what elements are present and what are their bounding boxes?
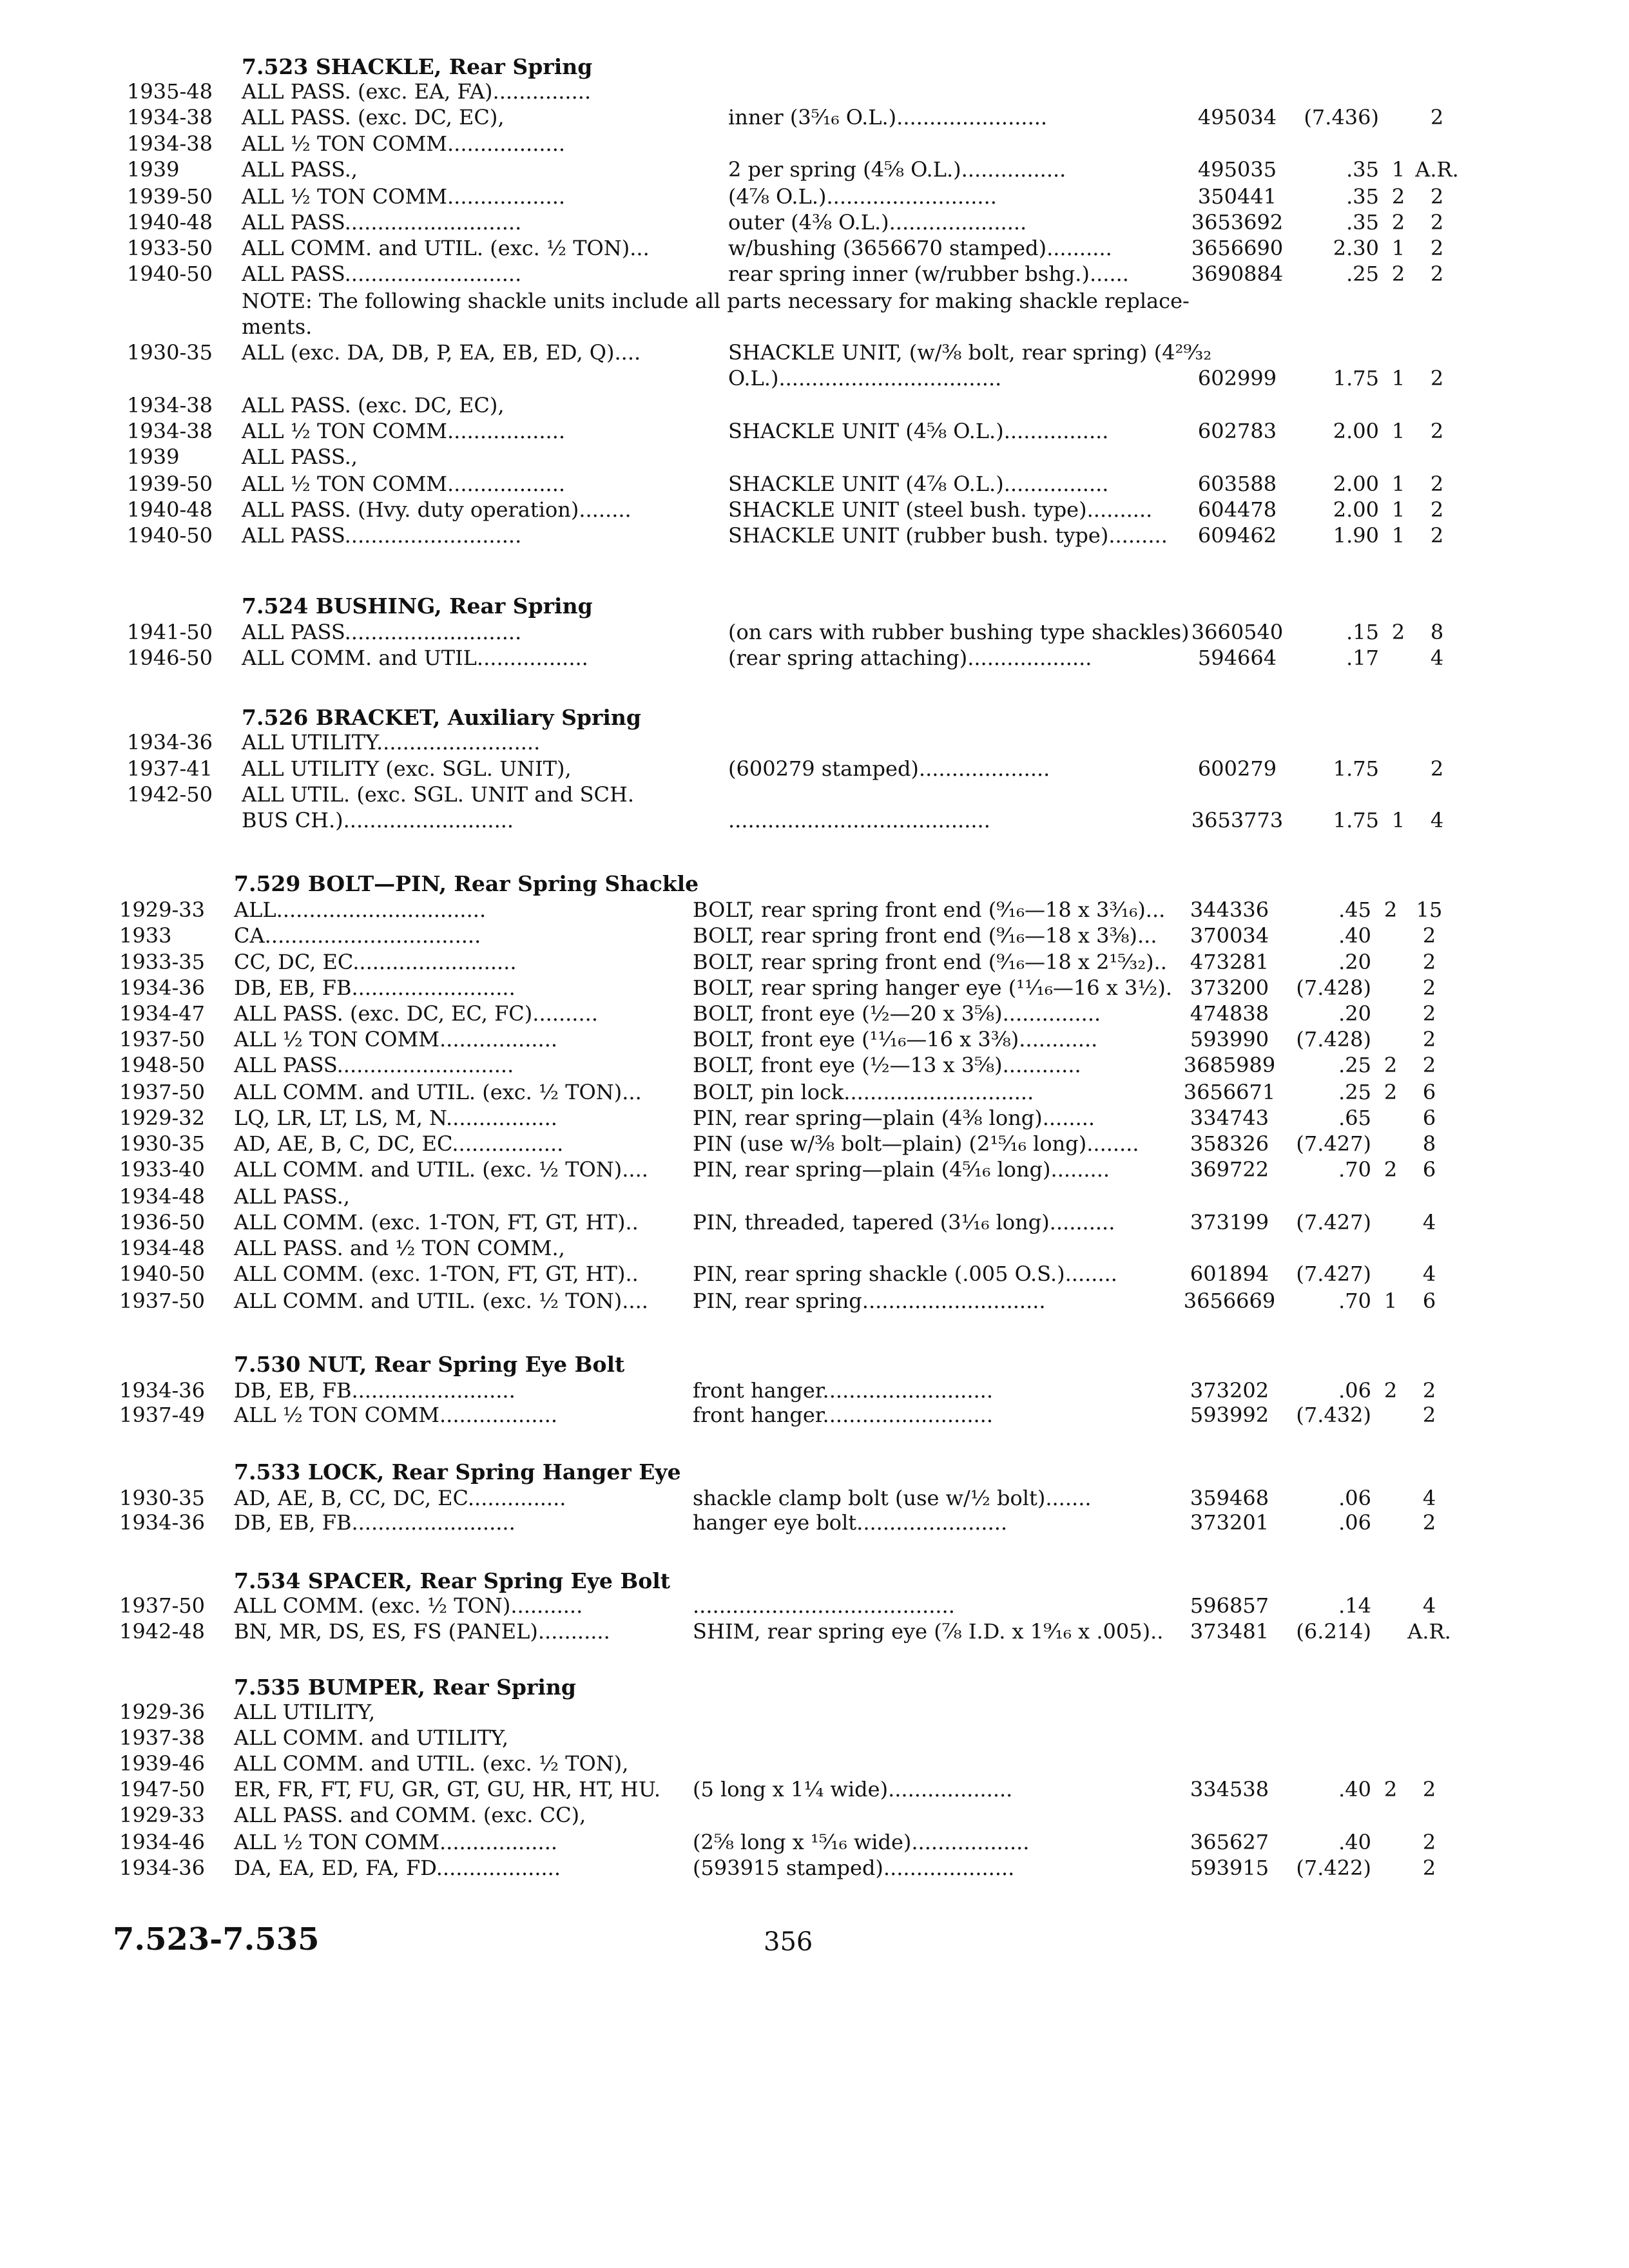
line-price: .25 xyxy=(1338,1080,1371,1104)
line-model: CC, DC, EC......................... xyxy=(234,950,517,974)
line-qty-2: 2 xyxy=(1422,950,1436,974)
line-qty-2: 6 xyxy=(1422,1157,1436,1182)
line-qty-1: 1 xyxy=(1391,236,1405,260)
line-description: front hanger.......................... xyxy=(693,1378,994,1403)
line-qty-1: 2 xyxy=(1383,1080,1398,1104)
line-description: PIN, rear spring—plain (4⁵⁄₁₆ long)......... xyxy=(693,1157,1110,1182)
line-qty-2: 2 xyxy=(1430,262,1444,286)
line-qty-1: 1 xyxy=(1391,157,1405,182)
line-qty-2: 2 xyxy=(1422,1001,1436,1026)
line-price: (7.422) xyxy=(1296,1856,1371,1880)
line-price: (7.427) xyxy=(1296,1131,1371,1156)
line-description: SHACKLE UNIT (steel bush. type).......... xyxy=(728,497,1153,522)
line-description: PIN, threaded, tapered (3¹⁄₁₆ long).......... xyxy=(693,1210,1115,1235)
line-year: 1947-50 xyxy=(119,1777,205,1802)
line-qty-1: 2 xyxy=(1383,1777,1398,1802)
line-qty-2: 2 xyxy=(1430,472,1444,496)
line-year: 1939 xyxy=(127,445,180,469)
line-model: ALL ½ TON COMM.................. xyxy=(242,419,566,443)
line-part-number: 373481 xyxy=(1190,1619,1269,1644)
line-qty-2: 2 xyxy=(1422,1777,1436,1802)
line-price: (7.427) xyxy=(1296,1210,1371,1235)
line-year: 1942-50 xyxy=(127,782,213,807)
line-part-number: 358326 xyxy=(1190,1131,1269,1156)
line-price: (7.436) xyxy=(1304,105,1379,130)
line-model: DB, EB, FB......................... xyxy=(234,975,516,1000)
line-qty-2: A.R. xyxy=(1407,1619,1451,1644)
line-year: 1934-36 xyxy=(119,1510,205,1535)
line-model: ALL PASS. (exc. DC, EC, FC).......... xyxy=(234,1001,598,1026)
line-year: 1937-50 xyxy=(119,1027,205,1052)
line-qty-2: 2 xyxy=(1422,1403,1436,1427)
line-qty-1: 2 xyxy=(1383,1053,1398,1077)
line-price: 1.75 xyxy=(1333,808,1379,832)
line-model: ALL COMM. and UTIL. (exc. ½ TON), xyxy=(234,1751,629,1776)
line-price: (7.428) xyxy=(1296,1027,1371,1052)
line-part-number: 373200 xyxy=(1190,975,1269,1000)
line-qty-2: 6 xyxy=(1422,1289,1436,1313)
line-year: 1937-49 xyxy=(119,1403,205,1427)
line-qty-1: 2 xyxy=(1383,898,1398,922)
line-model: ALL COMM. and UTIL. (exc. ½ TON)... xyxy=(242,236,650,260)
line-qty-1: 1 xyxy=(1391,497,1405,522)
line-model: DB, EB, FB......................... xyxy=(234,1510,516,1535)
line-price: .25 xyxy=(1346,262,1379,286)
line-year: 1939-46 xyxy=(119,1751,205,1776)
line-year: 1934-38 xyxy=(127,105,213,130)
line-price: .35 xyxy=(1346,157,1379,182)
line-description: BOLT, rear spring front end (⁹⁄₁₆—18 x 2¹⁵⁄₃₂).. xyxy=(693,950,1167,974)
line-part-number: 3653773 xyxy=(1191,808,1284,832)
line-description: outer (4⅜ O.L.)..................... xyxy=(728,210,1027,235)
line-year: 1933-50 xyxy=(127,236,213,260)
line-year: 1930-35 xyxy=(119,1131,205,1156)
line-description: BOLT, front eye (½—13 x 3⅝)............ xyxy=(693,1053,1081,1077)
line-part-number: 3656669 xyxy=(1183,1289,1276,1313)
line-year: 1929-33 xyxy=(119,1803,205,1827)
line-price: 1.75 xyxy=(1333,756,1379,781)
line-year: 1934-38 xyxy=(127,393,213,418)
line-model: CA................................. xyxy=(234,923,481,948)
line-year: 1933-35 xyxy=(119,950,205,974)
line-model: ALL PASS........................... xyxy=(242,210,522,235)
line-part-number: 344336 xyxy=(1190,898,1269,922)
line-model: ALL COMM. and UTIL. (exc. ½ TON).... xyxy=(234,1289,648,1313)
line-description: BOLT, front eye (½—20 x 3⅝)............... xyxy=(693,1001,1101,1026)
line-description: 2 per spring (4⅝ O.L.)................ xyxy=(728,157,1066,182)
line-part-number: 593990 xyxy=(1190,1027,1269,1052)
line-qty-1: 1 xyxy=(1391,808,1405,832)
line-model: DA, EA, ED, FA, FD................... xyxy=(234,1856,561,1880)
section-heading: 7.529 BOLT—PIN, Rear Spring Shackle xyxy=(234,871,699,896)
line-part-number: 3653692 xyxy=(1191,210,1284,235)
line-description: PIN, rear spring............................ xyxy=(693,1289,1046,1313)
line-description: SHIM, rear spring eye (⅞ I.D. x 1⁹⁄₁₆ x .005).. xyxy=(693,1619,1164,1644)
line-price: .06 xyxy=(1338,1378,1371,1403)
line-description: (5 long x 1¼ wide)................... xyxy=(693,1777,1013,1802)
line-model: ALL COMM. and UTILITY, xyxy=(234,1725,509,1750)
line-qty-1: 1 xyxy=(1391,419,1405,443)
line-part-number: 495034 xyxy=(1197,105,1277,130)
line-year: 1934-36 xyxy=(127,730,213,754)
line-qty-2: 8 xyxy=(1422,1131,1436,1156)
section-heading: 7.526 BRACKET, Auxiliary Spring xyxy=(242,705,641,730)
line-year: 1934-46 xyxy=(119,1830,205,1854)
line-qty-1: 1 xyxy=(1383,1289,1398,1313)
line-part-number: 602999 xyxy=(1197,366,1277,390)
line-price: .45 xyxy=(1338,898,1371,922)
line-qty-2: 2 xyxy=(1430,419,1444,443)
line-part-number: 334743 xyxy=(1190,1106,1269,1130)
line-year: 1933-40 xyxy=(119,1157,205,1182)
line-description: shackle clamp bolt (use w/½ bolt)....... xyxy=(693,1486,1092,1510)
line-qty-2: 2 xyxy=(1422,1378,1436,1403)
line-year: 1934-36 xyxy=(119,975,205,1000)
line-year: 1939-50 xyxy=(127,184,213,209)
line-year: 1929-33 xyxy=(119,898,205,922)
line-description: (4⅞ O.L.).......................... xyxy=(728,184,997,209)
line-part-number: 593992 xyxy=(1190,1403,1269,1427)
line-model: ALL PASS., xyxy=(234,1184,350,1209)
line-price: .17 xyxy=(1346,646,1379,670)
line-qty-2: 4 xyxy=(1430,646,1444,670)
line-part-number: 474838 xyxy=(1190,1001,1269,1026)
line-description: BOLT, front eye (¹¹⁄₁₆—16 x 3⅜)............ xyxy=(693,1027,1098,1052)
line-part-number: 3685989 xyxy=(1183,1053,1276,1077)
line-qty-2: 2 xyxy=(1430,497,1444,522)
line-year: 1934-38 xyxy=(127,131,213,156)
line-model: ALL UTIL. (exc. SGL. UNIT and SCH. xyxy=(242,782,635,807)
line-year: 1937-38 xyxy=(119,1725,205,1750)
line-description: w/bushing (3656670 stamped).......... xyxy=(728,236,1112,260)
line-qty-2: 4 xyxy=(1422,1486,1436,1510)
line-description: hanger eye bolt....................... xyxy=(693,1510,1008,1535)
line-description: O.L.).................................. xyxy=(728,366,1002,390)
line-model: DB, EB, FB......................... xyxy=(234,1378,516,1403)
line-price: .25 xyxy=(1338,1053,1371,1077)
line-model: ALL................................ xyxy=(234,898,487,922)
line-part-number: 603588 xyxy=(1197,472,1277,496)
line-model: ALL UTILITY......................... xyxy=(242,730,541,754)
line-price: 2.00 xyxy=(1333,497,1379,522)
line-price: (7.432) xyxy=(1296,1403,1371,1427)
line-year: 1933 xyxy=(119,923,172,948)
line-qty-2: 2 xyxy=(1422,923,1436,948)
line-description: ........................................ xyxy=(728,808,990,832)
line-model: ALL (exc. DA, DB, P, EA, EB, ED, Q).... xyxy=(242,340,641,365)
line-model: ments. xyxy=(242,314,313,339)
line-description: BOLT, rear spring hanger eye (¹¹⁄₁₆—16 x 3½). xyxy=(693,975,1173,1000)
line-price: .40 xyxy=(1338,923,1371,948)
line-part-number: 370034 xyxy=(1190,923,1269,948)
line-qty-2: 2 xyxy=(1430,756,1444,781)
line-qty-2: 2 xyxy=(1422,1027,1436,1052)
line-description: (593915 stamped).................... xyxy=(693,1856,1015,1880)
line-model: ALL PASS. (exc. DC, EC), xyxy=(242,393,505,418)
line-model: ALL ½ TON COMM.................. xyxy=(234,1027,558,1052)
line-model: LQ, LR, LT, LS, M, N................. xyxy=(234,1106,557,1130)
page-number: 356 xyxy=(764,1927,813,1957)
line-description: rear spring inner (w/rubber bshg.)...... xyxy=(728,262,1129,286)
line-qty-2: 4 xyxy=(1422,1262,1436,1286)
line-qty-1: 2 xyxy=(1391,620,1405,644)
line-part-number: 334538 xyxy=(1190,1777,1269,1802)
line-model: ALL PASS. (Hvy. duty operation)........ xyxy=(242,497,631,522)
line-year: 1934-48 xyxy=(119,1236,205,1260)
line-part-number: 609462 xyxy=(1197,523,1277,548)
line-description: (on cars with rubber bushing type shackles) xyxy=(728,620,1190,644)
line-model: ER, FR, FT, FU, GR, GT, GU, HR, HT, HU. xyxy=(234,1777,661,1802)
line-year: 1937-50 xyxy=(119,1593,205,1618)
line-price: .15 xyxy=(1346,620,1379,644)
line-qty-2: 2 xyxy=(1422,1856,1436,1880)
line-model: ALL COMM. and UTIL. (exc. ½ TON)... xyxy=(234,1080,642,1104)
line-year: 1946-50 xyxy=(127,646,213,670)
line-qty-1: 2 xyxy=(1383,1378,1398,1403)
line-description: ........................................ xyxy=(693,1593,955,1618)
line-model: ALL ½ TON COMM.................. xyxy=(242,131,566,156)
line-description: SHACKLE UNIT (4⅝ O.L.)................ xyxy=(728,419,1109,443)
line-model: ALL ½ TON COMM.................. xyxy=(234,1403,558,1427)
line-year: 1934-36 xyxy=(119,1856,205,1880)
line-price: (7.428) xyxy=(1296,975,1371,1000)
line-description: PIN, rear spring—plain (4⅜ long)........ xyxy=(693,1106,1095,1130)
line-part-number: 359468 xyxy=(1190,1486,1269,1510)
section-heading: 7.535 BUMPER, Rear Spring xyxy=(234,1675,576,1700)
line-description: (2⅝ long x ¹⁵⁄₁₆ wide).................. xyxy=(693,1830,1030,1854)
line-model: ALL PASS., xyxy=(242,445,358,469)
line-model: ALL PASS........................... xyxy=(242,262,522,286)
line-year: 1935-48 xyxy=(127,79,213,104)
line-qty-2: 2 xyxy=(1430,105,1444,130)
line-part-number: 3656690 xyxy=(1191,236,1284,260)
line-model: AD, AE, B, CC, DC, EC............... xyxy=(234,1486,566,1510)
line-part-number: 350441 xyxy=(1197,184,1277,209)
line-part-number: 602783 xyxy=(1197,419,1277,443)
line-model: ALL ½ TON COMM.................. xyxy=(242,472,566,496)
line-qty-2: 2 xyxy=(1430,236,1444,260)
line-description: inner (3⁵⁄₁₆ O.L.)....................... xyxy=(728,105,1048,130)
line-model: ALL PASS........................... xyxy=(242,620,522,644)
line-description: BOLT, rear spring front end (⁹⁄₁₆—18 x 3⅜)... xyxy=(693,923,1157,948)
line-price: .40 xyxy=(1338,1830,1371,1854)
line-qty-2: 15 xyxy=(1416,898,1443,922)
line-part-number: 373201 xyxy=(1190,1510,1269,1535)
line-part-number: 473281 xyxy=(1190,950,1269,974)
line-part-number: 3656671 xyxy=(1183,1080,1276,1104)
line-price: 2.30 xyxy=(1333,236,1379,260)
line-model: ALL COMM. (exc. 1-TON, FT, GT, HT).. xyxy=(234,1262,639,1286)
section-heading: 7.524 BUSHING, Rear Spring xyxy=(242,593,593,619)
line-year: 1937-50 xyxy=(119,1289,205,1313)
section-heading: 7.523 SHACKLE, Rear Spring xyxy=(242,54,593,79)
line-qty-1: 2 xyxy=(1391,262,1405,286)
line-model: ALL PASS. (exc. EA, FA)............... xyxy=(242,79,592,104)
line-model: BUS CH.).......................... xyxy=(242,808,514,832)
line-description: PIN (use w/⅜ bolt—plain) (2¹⁵⁄₁₆ long)........ xyxy=(693,1131,1139,1156)
line-year: 1940-50 xyxy=(127,262,213,286)
line-qty-2: 2 xyxy=(1430,184,1444,209)
line-part-number: 594664 xyxy=(1197,646,1277,670)
line-qty-1: 1 xyxy=(1391,523,1405,548)
line-model: ALL COMM. (exc. 1-TON, FT, GT, HT).. xyxy=(234,1210,639,1235)
line-qty-1: 2 xyxy=(1383,1157,1398,1182)
line-qty-2: 4 xyxy=(1430,808,1444,832)
line-year: 1940-48 xyxy=(127,210,213,235)
line-qty-2: 8 xyxy=(1430,620,1444,644)
line-price: .35 xyxy=(1346,210,1379,235)
section-heading: 7.530 NUT, Rear Spring Eye Bolt xyxy=(234,1352,625,1377)
line-year: 1937-50 xyxy=(119,1080,205,1104)
line-description: SHACKLE UNIT (4⅞ O.L.)................ xyxy=(728,472,1109,496)
line-model: ALL ½ TON COMM.................. xyxy=(234,1830,558,1854)
line-year: 1929-32 xyxy=(119,1106,205,1130)
line-price: .35 xyxy=(1346,184,1379,209)
line-description: SHACKLE UNIT (rubber bush. type)......... xyxy=(728,523,1168,548)
line-model: ALL UTILITY, xyxy=(234,1700,376,1724)
line-description: front hanger.......................... xyxy=(693,1403,994,1427)
line-part-number: 593915 xyxy=(1190,1856,1269,1880)
line-qty-2: 4 xyxy=(1422,1593,1436,1618)
line-description: BOLT, pin lock............................. xyxy=(693,1080,1034,1104)
line-model: NOTE: The following shackle units include all parts necessary for making shackle replace- xyxy=(242,289,1190,313)
line-qty-1: 2 xyxy=(1391,210,1405,235)
line-part-number: 3690884 xyxy=(1191,262,1284,286)
line-price: (6.214) xyxy=(1296,1619,1371,1644)
line-price: .40 xyxy=(1338,1777,1371,1802)
line-year: 1936-50 xyxy=(119,1210,205,1235)
line-qty-2: 6 xyxy=(1422,1106,1436,1130)
line-qty-2: 2 xyxy=(1430,523,1444,548)
line-year: 1940-50 xyxy=(119,1262,205,1286)
line-model: ALL PASS........................... xyxy=(242,523,522,548)
line-price: .20 xyxy=(1338,1001,1371,1026)
line-price: (7.427) xyxy=(1296,1262,1371,1286)
line-price: 1.90 xyxy=(1333,523,1379,548)
line-part-number: 601894 xyxy=(1190,1262,1269,1286)
line-price: .70 xyxy=(1338,1289,1371,1313)
line-model: ALL PASS. (exc. DC, EC), xyxy=(242,105,505,130)
line-part-number: 3660540 xyxy=(1191,620,1284,644)
line-year: 1934-47 xyxy=(119,1001,205,1026)
line-part-number: 600279 xyxy=(1197,756,1277,781)
line-price: 2.00 xyxy=(1333,472,1379,496)
line-part-number: 495035 xyxy=(1197,157,1277,182)
line-model: ALL COMM. and UTIL. (exc. ½ TON).... xyxy=(234,1157,648,1182)
line-year: 1948-50 xyxy=(119,1053,205,1077)
line-model: ALL PASS. and ½ TON COMM., xyxy=(234,1236,565,1260)
line-model: ALL PASS........................... xyxy=(234,1053,514,1077)
line-description: PIN, rear spring shackle (.005 O.S.)........ xyxy=(693,1262,1117,1286)
line-part-number: 604478 xyxy=(1197,497,1277,522)
line-description: (rear spring attaching)................... xyxy=(728,646,1092,670)
line-model: ALL ½ TON COMM.................. xyxy=(242,184,566,209)
line-qty-2: 2 xyxy=(1422,1053,1436,1077)
line-description: BOLT, rear spring front end (⁹⁄₁₆—18 x 3³⁄₁₆)... xyxy=(693,898,1166,922)
line-price: .70 xyxy=(1338,1157,1371,1182)
line-part-number: 369722 xyxy=(1190,1157,1269,1182)
line-year: 1942-48 xyxy=(119,1619,205,1644)
line-year: 1937-41 xyxy=(127,756,213,781)
section-heading: 7.533 LOCK, Rear Spring Hanger Eye xyxy=(234,1459,681,1485)
line-qty-2: A.R. xyxy=(1415,157,1459,182)
line-price: 2.00 xyxy=(1333,419,1379,443)
line-year: 1930-35 xyxy=(127,340,213,365)
line-qty-1: 1 xyxy=(1391,472,1405,496)
line-qty-2: 2 xyxy=(1430,210,1444,235)
line-year: 1934-36 xyxy=(119,1378,205,1403)
line-part-number: 373202 xyxy=(1190,1378,1269,1403)
line-qty-2: 4 xyxy=(1422,1210,1436,1235)
line-year: 1940-48 xyxy=(127,497,213,522)
line-model: ALL COMM. and UTIL................. xyxy=(242,646,588,670)
line-qty-1: 2 xyxy=(1391,184,1405,209)
line-qty-1: 1 xyxy=(1391,366,1405,390)
line-model: ALL UTILITY (exc. SGL. UNIT), xyxy=(242,756,572,781)
line-model: ALL PASS., xyxy=(242,157,358,182)
line-model: ALL PASS. and COMM. (exc. CC), xyxy=(234,1803,586,1827)
line-part-number: 596857 xyxy=(1190,1593,1269,1618)
line-qty-2: 2 xyxy=(1422,1510,1436,1535)
line-year: 1941-50 xyxy=(127,620,213,644)
line-year: 1939-50 xyxy=(127,472,213,496)
section-heading: 7.534 SPACER, Rear Spring Eye Bolt xyxy=(234,1568,671,1593)
line-model: ALL COMM. (exc. ½ TON)........... xyxy=(234,1593,583,1618)
line-description: SHACKLE UNIT, (w/⅜ bolt, rear spring) (4²⁹⁄₃₂ xyxy=(728,340,1212,365)
line-price: 1.75 xyxy=(1333,366,1379,390)
footer-range: 7.523-7.535 xyxy=(113,1921,320,1957)
line-year: 1929-36 xyxy=(119,1700,205,1724)
line-qty-2: 2 xyxy=(1430,366,1444,390)
line-part-number: 365627 xyxy=(1190,1830,1269,1854)
line-model: BN, MR, DS, ES, FS (PANEL)........... xyxy=(234,1619,610,1644)
line-price: .06 xyxy=(1338,1486,1371,1510)
line-price: .20 xyxy=(1338,950,1371,974)
line-qty-2: 2 xyxy=(1422,975,1436,1000)
line-description: (600279 stamped).................... xyxy=(728,756,1050,781)
line-qty-2: 6 xyxy=(1422,1080,1436,1104)
line-year: 1930-35 xyxy=(119,1486,205,1510)
line-year: 1934-38 xyxy=(127,419,213,443)
line-qty-2: 2 xyxy=(1422,1830,1436,1854)
line-year: 1934-48 xyxy=(119,1184,205,1209)
line-year: 1940-50 xyxy=(127,523,213,548)
line-part-number: 373199 xyxy=(1190,1210,1269,1235)
line-price: .14 xyxy=(1338,1593,1371,1618)
line-year: 1939 xyxy=(127,157,180,182)
line-model: AD, AE, B, C, DC, EC................. xyxy=(234,1131,564,1156)
line-price: .65 xyxy=(1338,1106,1371,1130)
line-price: .06 xyxy=(1338,1510,1371,1535)
